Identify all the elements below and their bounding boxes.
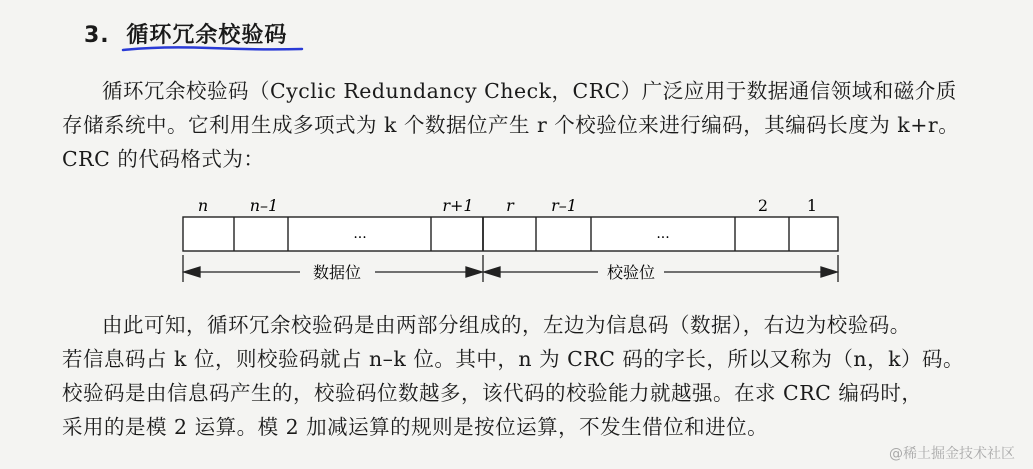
paragraph-intro-line-3: CRC 的代码格式为： bbox=[62, 147, 265, 171]
bit-label-2: 2 bbox=[757, 196, 769, 215]
paragraph-intro-line-2: 存储系统中。它利用生成多项式为 k 个数据位产生 r 个校验位来进行编码，其编码长度为 k+r。 bbox=[62, 113, 960, 137]
bit-label-r-minus-1: r–1 bbox=[551, 196, 577, 215]
arrowhead-check-left bbox=[484, 267, 500, 277]
bit-cells bbox=[183, 217, 838, 251]
paragraph-explanation bbox=[62, 308, 1012, 444]
data-bits-label: 数据位 bbox=[312, 263, 362, 282]
check-bits-label: 校验位 bbox=[606, 263, 656, 282]
section-title: 循环冗余校验码 bbox=[126, 23, 288, 48]
paragraph-explanation-line-4: 采用的是模 2 运算。模 2 加减运算的规则是按位运算，不发生借位和进位。 bbox=[62, 415, 769, 439]
paragraph-explanation-line-2: 若信息码占 k 位，则校验码就占 n–k 位。其中，n 为 CRC 码的字长，所以又称为（n，k）码。 bbox=[62, 347, 965, 371]
bit-label-1: 1 bbox=[806, 196, 818, 215]
bit-label-n-minus-1: n–1 bbox=[249, 196, 279, 215]
paragraph-intro-line-1: 循环冗余校验码（Cyclic Redundancy Check，CRC）广泛应用于数据通信领域和磁介质 bbox=[102, 79, 957, 103]
cell-ellipsis-data: ... bbox=[353, 226, 367, 242]
arrowhead-data-right bbox=[466, 267, 482, 277]
arrowhead-left bbox=[184, 267, 200, 277]
arrowhead-right bbox=[821, 267, 837, 277]
paragraph-explanation-line-3: 校验码是由信息码产生的，校验码位数越多，该代码的校验能力就越强。在求 CRC 编码时， bbox=[62, 381, 923, 405]
bit-label-r-plus-1: r+1 bbox=[442, 196, 474, 215]
bit-label-r: r bbox=[506, 196, 514, 215]
cell-ellipsis-check: ... bbox=[656, 226, 670, 242]
watermark: @稀土掘金技术社区 bbox=[889, 446, 1015, 462]
bit-label-n: n bbox=[197, 196, 209, 215]
paragraph-explanation-line-1: 由此可知，循环冗余校验码是由两部分组成的，左边为信息码（数据），右边为校验码。 bbox=[102, 313, 911, 337]
section-number: 3. bbox=[84, 23, 110, 48]
cell-row-border bbox=[183, 217, 838, 251]
